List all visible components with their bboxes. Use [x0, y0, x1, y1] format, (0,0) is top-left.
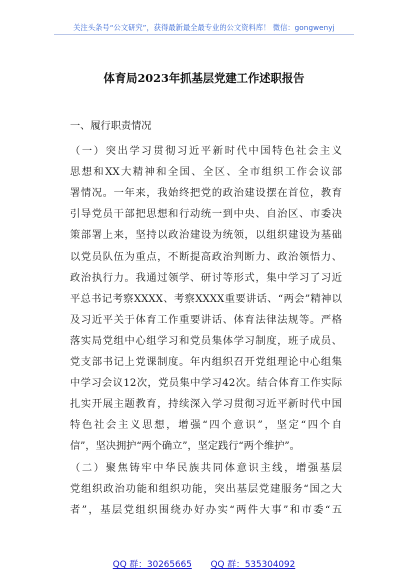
body-line: 策部署上来，坚持以政治建设为统领，以组织建设为基础	[70, 230, 342, 242]
body-line: 及习近平关于体育工作重要讲话、体育法律法规等。严格	[70, 314, 342, 326]
body-line: 信”，坚决拥护“两个确立”，坚定践行“两个维护”。	[70, 441, 300, 453]
footer-qq-group-2[interactable]: QQ 群：535304092	[210, 560, 296, 570]
document-body	[70, 116, 342, 521]
body-line: 扎实开展主题教育，持续深入学习贯彻习近平新时代中国	[70, 399, 342, 411]
page-footer	[0, 557, 408, 577]
page-header	[0, 0, 408, 40]
document-title: 体育局2023年抓基层党建工作述职报告	[103, 71, 305, 85]
body-line: 署情况。一年来，我始终把党的政治建设摆在首位，教育	[70, 188, 342, 200]
body-line: 引导党员干部把思想和行动统一到中央、自治区、市委决	[70, 209, 342, 221]
header-banner: 关注头条号“公文研究”，获得最新最全最专业的公文资料库！ 微信：gongwenyj	[73, 23, 335, 32]
body-line: 中学习会议12次，党员集中学习42次。结合体育工作实际	[70, 378, 342, 390]
section-heading: 一、履行职责情况	[70, 121, 152, 132]
body-line: 平总书记考察XXXX、考察XXXX重要讲话、“两会”精神以	[70, 293, 342, 305]
body-line: 党组织政治功能和组织功能，突出基层党建服务“国之大	[70, 483, 342, 495]
body-line: （一）突出学习贯彻习近平新时代中国特色社会主义	[70, 146, 342, 158]
body-line: 思想和XX大精神和全国、全区、全市组织工作会议部	[70, 167, 342, 179]
body-line: 党支部书记上党课制度。年内组织召开党组理论中心组集	[70, 357, 342, 369]
footer-qq-group-1[interactable]: QQ 群：30265665	[112, 560, 192, 570]
body-line: （二）聚焦铸牢中华民族共同体意识主线，增强基层	[70, 462, 342, 474]
body-line: 以党员队伍为重点，不断提高政治判断力、政治领悟力、	[70, 251, 342, 263]
body-line: 特色社会主义思想，增强“四个意识”，坚定“四个自	[70, 420, 342, 432]
body-line: 者”，基层党组织围绕办好办实“两件大事”和市委“五	[70, 504, 342, 516]
header-divider	[54, 34, 354, 35]
body-line: 政治执行力。我通过领学、研讨等形式，集中学习了习近	[70, 272, 342, 284]
body-line: 落实局党组中心组学习和党员集体学习制度，班子成员、	[70, 335, 342, 347]
